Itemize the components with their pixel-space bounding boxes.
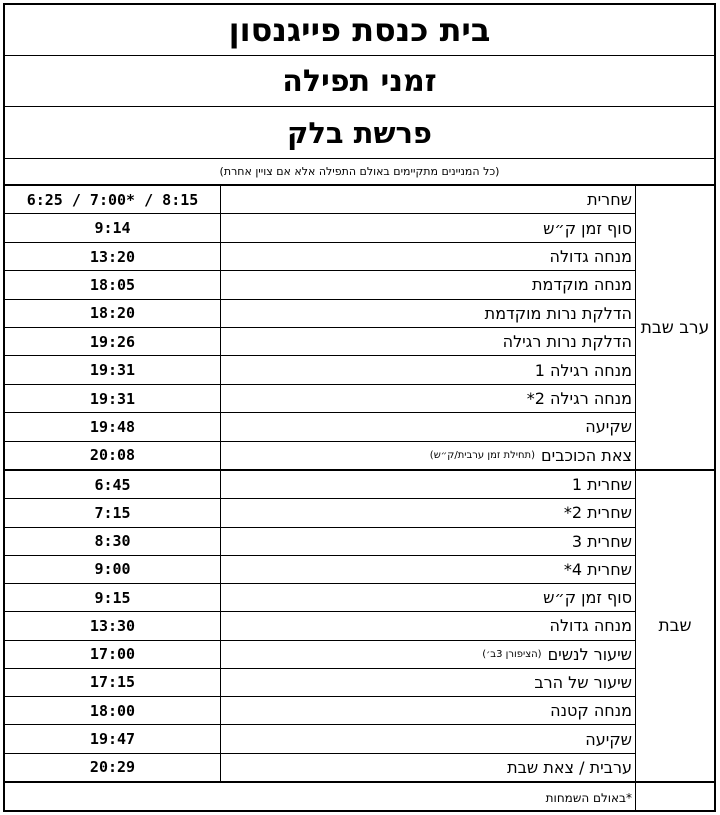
table-row	[5, 243, 635, 271]
prayer-name	[220, 328, 635, 355]
prayer-name-text: שקיעה	[585, 729, 632, 749]
prayer-name	[220, 385, 635, 412]
table-row	[5, 300, 635, 328]
prayer-time: 6:45	[94, 475, 131, 494]
table-row	[5, 612, 635, 640]
erev-shabbat-section	[5, 186, 714, 471]
erev-shabbat-label: ערב שבת	[635, 186, 714, 469]
prayer-name	[220, 754, 635, 781]
shabbat-section	[5, 471, 714, 783]
prayer-name-text: צאת הכוכבים	[541, 445, 632, 465]
prayer-name-text: מנחה גדולה	[549, 247, 632, 267]
prayer-name	[220, 499, 635, 526]
prayer-name-text: שחרית 3	[571, 531, 632, 551]
prayer-name	[220, 471, 635, 498]
prayer-time: 19:48	[89, 417, 136, 436]
prayer-time: 17:15	[89, 673, 136, 692]
prayer-name	[220, 584, 635, 611]
prayer-name-text: שחרית	[587, 190, 632, 210]
prayer-name-note: (תחילת זמן ערבית/ק״ש)	[429, 449, 536, 461]
prayer-times-heading: זמני תפילה	[5, 56, 714, 107]
table-row	[5, 186, 635, 214]
prayer-time: 19:47	[89, 730, 136, 749]
table-row	[5, 499, 635, 527]
table-row	[5, 754, 635, 781]
table-row	[5, 442, 635, 469]
prayer-name-text: מנחה קטנה	[550, 701, 632, 721]
table-row	[5, 214, 635, 242]
prayer-name	[220, 243, 635, 270]
schedule-sheet	[3, 3, 716, 812]
prayer-name-text: מנחה גדולה	[549, 616, 632, 636]
table-row	[5, 697, 635, 725]
prayer-time: 19:31	[89, 361, 136, 380]
prayer-time: 9:14	[94, 219, 131, 238]
prayer-time: 17:00	[89, 645, 136, 664]
prayer-time: 9:00	[94, 560, 131, 579]
footer-empty-cell	[635, 783, 714, 812]
prayer-name-text: שיעור לנשים	[547, 644, 632, 664]
prayer-time: 13:30	[89, 616, 136, 635]
prayer-name-text: שיעור של הרב	[534, 672, 632, 692]
table-row	[5, 584, 635, 612]
prayer-time: 18:00	[89, 701, 136, 720]
prayer-name	[220, 356, 635, 383]
prayer-name	[220, 186, 635, 213]
prayer-name-note: (הציפורן 3ב׳)	[482, 648, 542, 660]
shabbat-label: שבת	[635, 471, 714, 781]
prayer-name-text: שחרית 4*	[563, 559, 632, 579]
table-row	[5, 725, 635, 753]
prayer-time: 19:26	[89, 332, 136, 351]
prayer-time: 20:29	[89, 758, 136, 777]
prayer-time: 19:31	[89, 389, 136, 408]
prayer-name-text: ערבית / צאת שבת	[507, 757, 632, 777]
parasha-heading: פרשת בלק	[5, 107, 714, 159]
prayer-name	[220, 442, 635, 469]
footnote: *באולם השמחות	[545, 790, 632, 805]
prayer-time: 18:20	[89, 304, 136, 323]
prayer-name	[220, 641, 635, 668]
prayer-name-text: מנחה רגילה 2*	[526, 389, 632, 409]
prayer-time: 9:15	[94, 588, 131, 607]
table-row	[5, 471, 635, 499]
prayer-name	[220, 214, 635, 241]
prayer-name	[220, 271, 635, 298]
prayer-name-text: שחרית 2*	[563, 503, 632, 523]
table-row	[5, 669, 635, 697]
location-note: (כל המניינים מתקיימים באולם התפילה אלא אם צויין אחרת)	[5, 159, 714, 186]
prayer-name	[220, 528, 635, 555]
prayer-name	[220, 725, 635, 752]
prayer-name-text: הדלקת נרות רגילה	[502, 332, 632, 352]
shabbat-rows	[5, 471, 635, 781]
prayer-time: 13:20	[89, 247, 136, 266]
prayer-name	[220, 556, 635, 583]
prayer-name	[220, 300, 635, 327]
prayer-time: 20:08	[89, 446, 136, 465]
erev-shabbat-rows	[5, 186, 635, 469]
table-row	[5, 328, 635, 356]
prayer-name	[220, 669, 635, 696]
table-row	[5, 528, 635, 556]
prayer-time: 7:15	[94, 503, 131, 522]
synagogue-title: בית כנסת פייגנסון	[5, 5, 714, 56]
table-row	[5, 413, 635, 441]
prayer-name	[220, 697, 635, 724]
prayer-name-text: סוף זמן ק״ש	[543, 218, 632, 238]
prayer-name-text: הדלקת נרות מוקדמת	[484, 303, 632, 323]
table-row	[5, 556, 635, 584]
prayer-name	[220, 413, 635, 440]
table-row	[5, 385, 635, 413]
prayer-name-text: שקיעה	[585, 417, 632, 437]
prayer-name-text: שחרית 1	[571, 475, 632, 495]
prayer-time: 18:05	[89, 275, 136, 294]
prayer-name	[220, 612, 635, 639]
prayer-name-text: מנחה מוקדמת	[532, 275, 632, 295]
table-row	[5, 356, 635, 384]
prayer-name-text: סוף זמן ק״ש	[543, 588, 632, 608]
footer-row	[5, 783, 714, 812]
table-row	[5, 271, 635, 299]
table-row	[5, 641, 635, 669]
prayer-time: 6:25 / 7:00* / 8:15	[26, 190, 199, 209]
prayer-time: 8:30	[94, 532, 131, 551]
prayer-name-text: מנחה רגילה 1	[534, 360, 632, 380]
